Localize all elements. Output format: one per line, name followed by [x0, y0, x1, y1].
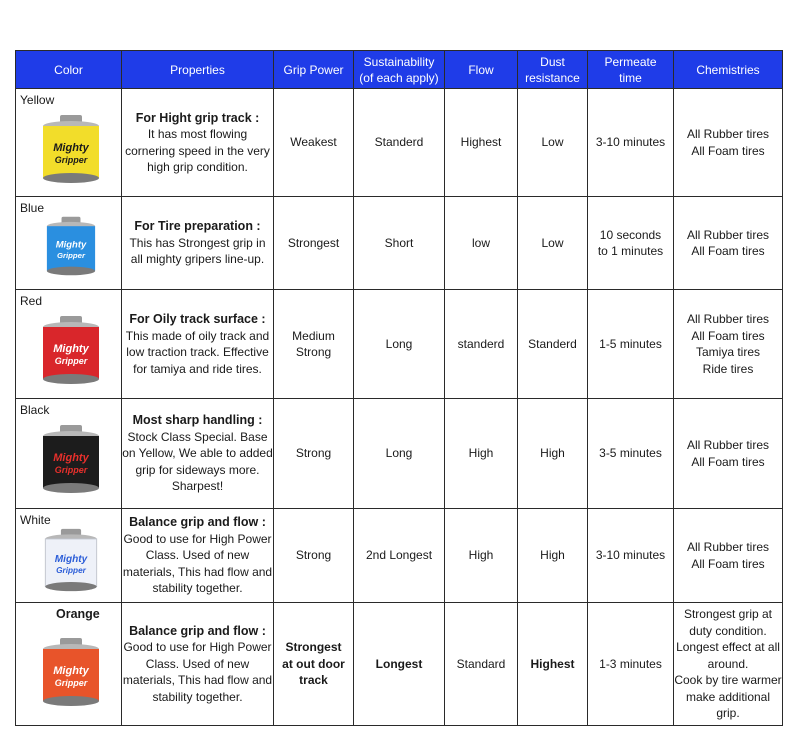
property-description: This made of oily track and low traction track. Effective for tamiya and ride tires.: [125, 328, 270, 376]
color-cell: [16, 603, 122, 726]
property-title: Balance grip and flow :: [129, 623, 266, 638]
svg-text:Gripper: Gripper: [54, 678, 88, 688]
grip-power-cell: Weakest: [274, 89, 354, 197]
permeate-line2: to 1 minutes: [597, 244, 664, 258]
property-title: Balance grip and flow :: [129, 515, 266, 530]
header-dust-line2: resistance: [525, 70, 580, 85]
product-can-image: [38, 423, 104, 495]
property-description: It has most flowing cornering speed in the very high grip condition.: [125, 127, 270, 174]
sustainability-cell: Long: [354, 399, 445, 509]
header-permeate-line1: Permeate: [604, 54, 657, 69]
properties-cell: [122, 197, 274, 290]
sustainability-cell: Longest: [354, 603, 445, 726]
header-flow: Flow: [445, 51, 518, 89]
dust-resistance-cell: Low: [518, 89, 588, 197]
chemistry-item: All Rubber tires: [686, 312, 770, 326]
flow-cell: High: [445, 509, 518, 603]
sustainability-cell: Standerd: [354, 89, 445, 197]
header-color: Color: [16, 51, 122, 89]
grip-line2: Strong: [295, 345, 332, 359]
chemistries-cell: [674, 197, 783, 290]
property-title: For Hight grip track :: [135, 110, 260, 125]
svg-text:Mighty: Mighty: [54, 553, 88, 565]
dust-resistance-cell: Highest: [518, 603, 588, 726]
chemistry-item: All Foam tires: [691, 454, 765, 469]
svg-text:Mighty: Mighty: [53, 142, 89, 154]
permeate-time-cell: 3-10 minutes: [588, 509, 674, 603]
dust-resistance-cell: High: [518, 509, 588, 603]
svg-text:Gripper: Gripper: [54, 356, 88, 366]
header-grip-power: Grip Power: [274, 51, 354, 89]
permeate-line1: 10 seconds: [599, 227, 662, 242]
property-description: Stock Class Special. Base on Yellow, We able to added grip for sideways more. Sharpest!: [122, 429, 273, 494]
svg-text:Mighty: Mighty: [53, 452, 89, 464]
product-can-image: [38, 215, 104, 277]
header-properties: Properties: [122, 51, 274, 89]
color-name: Blue: [20, 201, 45, 215]
color-name: Yellow: [20, 93, 55, 107]
chemistry-item: All Rubber tires: [686, 438, 770, 452]
product-comparison-table: [15, 50, 783, 726]
chemistries-cell: [674, 290, 783, 399]
svg-text:Gripper: Gripper: [54, 465, 88, 475]
table-row: [16, 290, 783, 399]
table-row: [16, 603, 783, 726]
grip-power-cell: Strongest: [274, 197, 354, 290]
product-can-image: [38, 314, 104, 386]
chemistries-cell: [674, 603, 783, 726]
header-dust-resistance: [518, 51, 588, 89]
product-can-image: [38, 113, 104, 185]
properties-cell: [122, 603, 274, 726]
property-description: Good to use for High Power Class. Used of new materials, This had flow and stability together.: [122, 640, 273, 704]
color-cell: [16, 290, 122, 399]
color-cell: [16, 509, 122, 603]
grip-power-cell: Strong: [274, 399, 354, 509]
properties-cell: [122, 89, 274, 197]
chemistry-item: Strongest grip at duty condition.: [683, 607, 773, 638]
permeate-time-cell: 1-3 minutes: [588, 603, 674, 726]
svg-text:Mighty: Mighty: [53, 343, 89, 355]
chemistry-item: Tamiya tires: [695, 345, 760, 359]
chemistry-item: All Foam tires: [691, 556, 765, 571]
property-description: This has Strongest grip in all mighty gripers line-up.: [129, 235, 266, 267]
header-sustainability-line1: Sustainability: [363, 54, 435, 69]
grip-line3: track: [299, 673, 328, 688]
color-cell: [16, 89, 122, 197]
svg-text:Gripper: Gripper: [57, 251, 85, 261]
grip-power-cell: [274, 603, 354, 726]
header-permeate-time: [588, 51, 674, 89]
flow-cell: standerd: [445, 290, 518, 399]
header-chemistries: Chemistries: [674, 51, 783, 89]
header-row: [16, 51, 783, 89]
property-title: For Tire preparation :: [134, 219, 261, 234]
property-title: For Oily track surface :: [129, 312, 266, 326]
color-name: Orange: [56, 607, 100, 621]
chemistry-item: All Foam tires: [691, 143, 765, 158]
chemistries-cell: [674, 399, 783, 509]
color-name: Red: [20, 294, 43, 308]
permeate-time-cell: 3-10 minutes: [588, 89, 674, 197]
chemistry-item: All Foam tires: [691, 244, 765, 258]
product-can-image: [38, 633, 104, 711]
permeate-time-cell: 3-5 minutes: [588, 399, 674, 509]
property-description: Good to use for High Power Class. Used of new materials, This had flow and stability together.: [122, 531, 273, 596]
chemistry-item: All Rubber tires: [686, 127, 770, 141]
chemistry-item: Ride tires: [702, 361, 754, 376]
chemistries-cell: [674, 89, 783, 197]
chemistries-cell: [674, 509, 783, 603]
chemistry-item: Cook by tire warmer make additional grip.: [674, 673, 782, 721]
product-can-image: [38, 527, 104, 593]
properties-cell: [122, 399, 274, 509]
permeate-time-cell: 1-5 minutes: [588, 290, 674, 399]
table-row: [16, 89, 783, 197]
grip-line1: Medium: [292, 328, 335, 343]
sustainability-cell: Long: [354, 290, 445, 399]
svg-text:Mighty: Mighty: [53, 665, 89, 677]
property-title: Most sharp handling :: [132, 413, 263, 428]
properties-cell: [122, 509, 274, 603]
header-sustainability-line2: (of each apply): [359, 70, 439, 85]
chemistry-item: All Rubber tires: [686, 540, 770, 554]
table-row: [16, 399, 783, 509]
table-row: [16, 197, 783, 290]
header-sustainability: [354, 51, 445, 89]
color-cell: [16, 399, 122, 509]
header-dust-line1: Dust: [540, 54, 565, 69]
flow-cell: Standard: [445, 603, 518, 726]
header-permeate-line2: time: [619, 70, 642, 85]
grip-power-cell: Strong: [274, 509, 354, 603]
svg-text:Gripper: Gripper: [54, 155, 88, 165]
grip-power-cell: [274, 290, 354, 399]
grip-line2: at out door: [282, 656, 345, 671]
color-name: White: [20, 513, 51, 527]
flow-cell: low: [445, 197, 518, 290]
dust-resistance-cell: Low: [518, 197, 588, 290]
chemistry-item: All Foam tires: [691, 328, 765, 343]
color-name: Black: [20, 403, 50, 417]
svg-text:Gripper: Gripper: [56, 565, 86, 575]
flow-cell: Highest: [445, 89, 518, 197]
sustainability-cell: 2nd Longest: [354, 509, 445, 603]
dust-resistance-cell: High: [518, 399, 588, 509]
svg-text:Mighty: Mighty: [55, 239, 87, 251]
dust-resistance-cell: Standerd: [518, 290, 588, 399]
sustainability-cell: Short: [354, 197, 445, 290]
color-cell: [16, 197, 122, 290]
permeate-time-cell: [588, 197, 674, 290]
grip-line1: Strongest: [285, 640, 342, 655]
flow-cell: High: [445, 399, 518, 509]
table-row: [16, 509, 783, 603]
chemistry-item: Longest effect at all around.: [676, 640, 780, 671]
chemistry-item: All Rubber tires: [686, 227, 770, 242]
properties-cell: [122, 290, 274, 399]
